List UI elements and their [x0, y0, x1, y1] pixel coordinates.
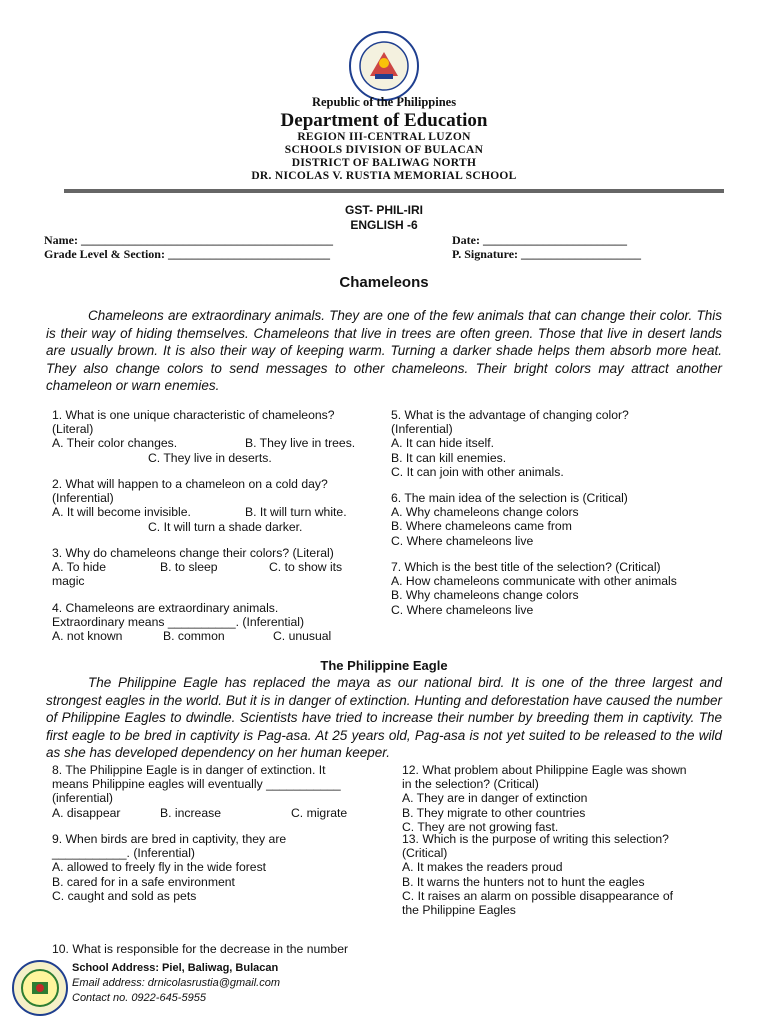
date-field[interactable]: Date: ________________________: [452, 233, 627, 247]
question-5: 5. What is the advantage of changing color? (Inferential) A. It can hide itself. B. It can kill enemies. C. It can join with other animals.: [391, 408, 629, 479]
question-3: 3. Why do chameleons change their colors? (Literal) A. To hide B. to sleep C. to show its magic: [52, 546, 343, 589]
school-contact: Contact no. 0922-645-5955: [72, 992, 206, 1004]
name-field[interactable]: Name: __________________________________________: [44, 233, 333, 247]
passage1-title: Chameleons: [339, 274, 429, 291]
division-label: SCHOOLS DIVISION OF BULACAN: [284, 144, 484, 156]
subject-label: ENGLISH -6: [350, 218, 418, 232]
region-label: REGION III-CENTRAL LUZON: [297, 131, 471, 143]
header-divider: [64, 189, 724, 193]
passage1-text: Chameleons are extraordinary animals. They are one of the few animals that can change their color. This is their way of hiding themselves. Chameleons that live in trees are often green. Those that live in desert lands are usually brown. It is also their way of keeping warm. Turning a darker shade helps them absorb more heat. They also change colors to send messages to other chameleons. Their bright colors may attract another chameleon or warn enemies.: [46, 308, 722, 394]
passage2-text: The Philippine Eagle has replaced the maya as our national bird. It is one of the three largest and strongest eagles in the world. But it is in danger of extinction. Hunting and deforestation have caused the number of Philippine Eagles to dwindle. Scientists have tried to increase their number by breeding them in captivity. The first eagle to be bred in captivity is Pag-asa. At 25 years old, Pag-asa is not yet suited to be released to the wild as she has developed dependency on her human keeper.: [46, 675, 722, 761]
question-6: 6. The main idea of the selection is (Critical) A. Why chameleons change colors B. Where chameleons came from C. Where chameleons live: [391, 491, 628, 548]
question-10: 10. What is responsible for the decrease in the number: [52, 942, 349, 956]
question-1: 1. What is one unique characteristic of chameleons? (Literal) A. Their color changes. B. They live in trees. C. They live in deserts.: [52, 408, 356, 465]
department-title: Department of Education: [280, 110, 488, 131]
passage2-title: The Philippine Eagle: [320, 658, 448, 673]
grade-section-field[interactable]: Grade Level & Section: ___________________________: [44, 247, 330, 261]
question-8: 8. The Philippine Eagle is in danger of extinction. It means Philippine eagles will eventually ___________ (inferential) A. disappear B. increase C. migrate: [52, 763, 348, 820]
signature-field[interactable]: P. Signature: ____________________: [452, 247, 642, 261]
question-13: 13. Which is the purpose of writing this selection? (Critical) A. It makes the readers proud B. It warns the hunters not to hunt the eagles C. It raises an alarm on possible disappearance of the Philippine Eagles: [402, 832, 673, 918]
school-label: DR. NICOLAS V. RUSTIA MEMORIAL SCHOOL: [251, 170, 517, 182]
question-2: 2. What will happen to a chameleon on a cold day? (Inferential) A. It will become invisible. B. It will turn white. C. It will turn a shade darker.: [52, 477, 347, 534]
school-seal: [12, 960, 68, 1016]
deped-seal: [348, 30, 420, 102]
test-label: GST- PHIL-IRI: [345, 203, 423, 217]
question-4: 4. Chameleons are extraordinary animals. Extraordinary means __________. (Inferential) A. not known B. common C. unusual: [52, 601, 332, 644]
school-email[interactable]: Email address: drnicolasrustia@gmail.com: [72, 977, 281, 989]
question-12: 12. What problem about Philippine Eagle was shown in the selection? (Critical) A. They are in danger of extinction B. They migrate to other countries C. They are not growing fast.: [402, 763, 687, 834]
district-label: DISTRICT OF BALIWAG NORTH: [291, 157, 477, 169]
republic-label: Republic of the Philippines: [311, 95, 457, 109]
question-7: 7. Which is the best title of the selection? (Critical) A. How chameleons communicate with other animals B. Why chameleons change colors C. Where chameleons live: [391, 560, 677, 617]
school-address: School Address: Piel, Baliwag, Bulacan: [72, 962, 279, 974]
question-9: 9. When birds are bred in captivity, they are ___________. (Inferential) A. allowed to freely fly in the wide forest B. cared for in a safe environment C. caught and sold as pets: [52, 832, 287, 903]
